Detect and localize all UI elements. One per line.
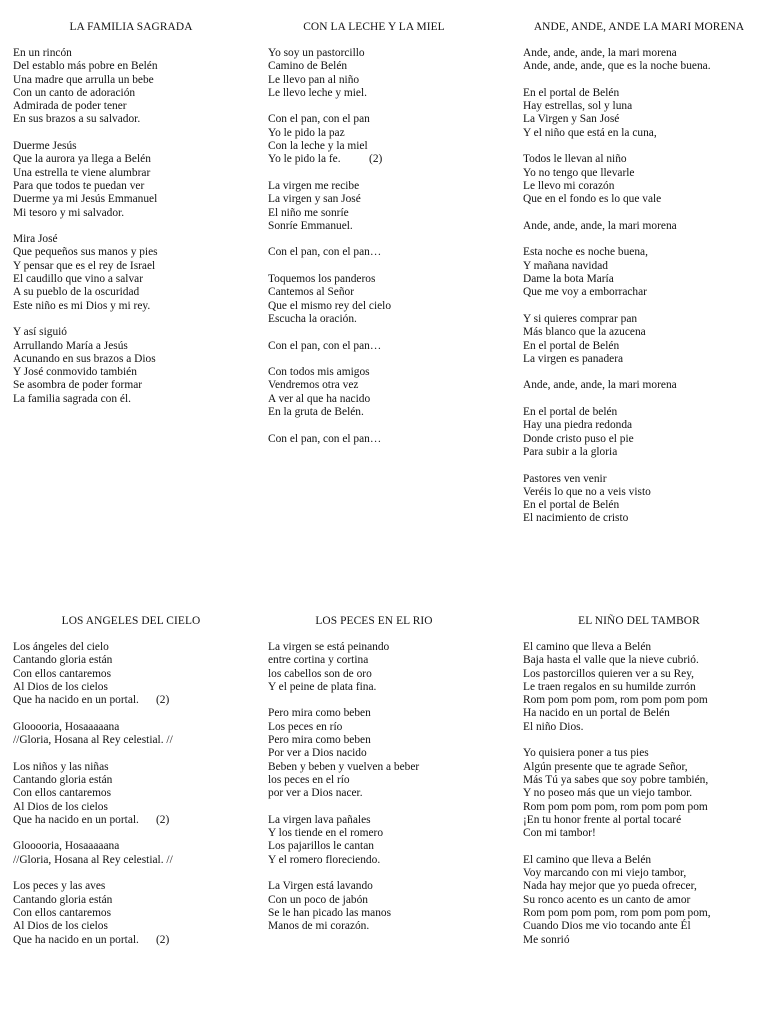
lyric-line: Le llevo mi corazón (523, 179, 615, 192)
lyric-line: //Gloria, Hosana al Rey celestial. // (13, 734, 173, 747)
lyric-line: Glooooria, Hosaaaaana (13, 840, 120, 853)
lyric-line: Y si quieres comprar pan (523, 312, 638, 325)
stanza (523, 220, 768, 233)
lyric-line: Con ellos cantaremos (13, 787, 112, 800)
lyric-line: A ver al que ha nacido (268, 392, 371, 405)
lyric-line: Manos de mi corazón. (268, 920, 370, 933)
lyric-line: Y mañana navidad (523, 259, 608, 272)
lyric-line: Los niños y las niñas (13, 760, 109, 773)
lyric-line: Cantemos al Señor (268, 286, 355, 299)
lyric-line: Cantando gloria están (13, 773, 113, 786)
lyric-line: Rom pom pom pom, rom pom pom pom (523, 694, 708, 707)
lyric-line: Que ha nacido en un portal. (2) (13, 933, 170, 946)
lyric-line: Duerme Jesús (13, 140, 77, 153)
stanza (268, 433, 518, 446)
stanza (523, 47, 768, 74)
lyric-line: En el portal de Belén (523, 339, 620, 352)
lyric-line: Todos le llevan al niño (523, 153, 627, 166)
lyric-line: Glooooria, Hosaaaaana (13, 720, 120, 733)
lyric-line: Del establo más pobre en Belén (13, 60, 158, 73)
lyric-line: Para subir a la gloria (523, 445, 618, 458)
lyric-line: Más Tú ya sabes que soy pobre también, (523, 773, 709, 786)
lyric-line: El niño Dios. (523, 720, 584, 733)
lyric-line: Mi tesoro y mi salvador. (13, 206, 125, 219)
lyric-line: El camino que lleva a Belén (523, 641, 652, 653)
stanza (268, 707, 518, 800)
lyric-line: Que ha nacido en un portal. (2) (13, 694, 170, 707)
lyric-line: Nada hay mejor que yo pueda ofrecer, (523, 880, 697, 893)
lyric-line: El camino que lleva a Belén (523, 853, 652, 866)
lyric-line: Con la leche y la miel (268, 140, 368, 153)
lyric-line: A su pueblo de la oscuridad (13, 286, 140, 299)
stanza (268, 113, 518, 166)
stanza (268, 814, 518, 867)
song-lyrics (268, 641, 518, 947)
lyric-line: Acunando en sus brazos a Dios (13, 352, 156, 365)
stanza (268, 366, 518, 419)
stanza (13, 761, 263, 827)
lyric-line: Con ellos cantaremos (13, 667, 112, 680)
stanza (268, 340, 518, 353)
lyric-line: Yo quisiera poner a tus pies (523, 747, 649, 760)
lyric-line: entre cortina y cortina (268, 654, 369, 667)
lyric-line: Para que todos te puedan ver (13, 179, 145, 192)
lyric-line: Yo no tengo que llevarle (523, 166, 635, 179)
lyric-line: Me sonrió (523, 933, 570, 946)
stanza (13, 326, 263, 406)
stanza (523, 473, 768, 526)
lyric-line: La virgen es panadera (523, 352, 624, 365)
lyric-line: El niño me sonríe (268, 206, 349, 219)
lyric-line: Ande, ande, ande, la mari morena (523, 379, 677, 392)
lyric-line: Con el pan, con el pan (268, 113, 370, 126)
lyric-line: La virgen y san José (268, 193, 361, 206)
lyric-line: Que el mismo rey del cielo (268, 299, 392, 312)
lyric-line: Que en el fondo es lo que vale (523, 193, 662, 206)
song-title: LA FAMILIA SAGRADA (69, 21, 193, 33)
lyric-line: Este niño es mi Dios y mi rey. (13, 299, 151, 312)
stanza (13, 840, 263, 867)
lyric-line: Los pastorcillos quieren ver a su Rey, (523, 667, 695, 680)
lyric-line: Y el romero floreciendo. (268, 853, 381, 866)
lyric-line: Su ronco acento es un canto de amor (523, 893, 691, 906)
song-lyrics (13, 641, 263, 960)
lyric-line: Ha nacido en un portal de Belén (523, 707, 670, 720)
stanza (523, 641, 768, 734)
lyric-line: La Virgen está lavando (268, 880, 373, 893)
lyric-line: Pastores ven venir (523, 472, 607, 485)
song-lyrics (268, 47, 518, 459)
lyric-line: //Gloria, Hosana al Rey celestial. // (13, 853, 173, 866)
lyric-line: En el portal de Belén (523, 86, 620, 99)
lyric-line: Le llevo pan al niño (268, 73, 360, 86)
lyric-line: Con ellos cantaremos (13, 906, 112, 919)
lyric-line: por ver a Dios nacer. (268, 787, 363, 800)
lyric-line: Que ha nacido en un portal. (2) (13, 813, 170, 826)
lyric-line: La familia sagrada con él. (13, 392, 131, 405)
lyric-line: Que me voy a emborrachar (523, 286, 647, 299)
lyric-line: Cuando Dios me vio tocando ante Él (523, 920, 691, 933)
stanza (523, 379, 768, 392)
stanza (268, 273, 518, 326)
lyric-line: Baja hasta el valle que la nieve cubrió. (523, 654, 699, 667)
lyric-line: Esta noche es noche buena, (523, 246, 648, 259)
lyric-line: Cantando gloria están (13, 893, 113, 906)
lyric-line: Y pensar que es el rey de Israel (13, 259, 156, 272)
lyric-line: Y así siguió (13, 326, 67, 339)
lyric-line: Con el pan, con el pan… (268, 246, 382, 259)
lyric-line: Voy marcando con mi viejo tambor, (523, 867, 687, 880)
lyric-line: Con el pan, con el pan… (268, 432, 382, 445)
lyric-line: Yo le pido la paz (268, 126, 345, 139)
lyric-line: Los peces en río (268, 720, 343, 733)
lyric-line: Yo soy un pastorcillo (268, 47, 365, 59)
lyric-line: Y no poseo más que un viejo tambor. (523, 787, 693, 800)
lyric-line: Le llevo leche y miel. (268, 86, 367, 99)
stanza (523, 153, 768, 206)
lyric-line: los peces en el río (268, 773, 350, 786)
lyric-line: Los ángeles del cielo (13, 641, 109, 653)
song-lyrics (523, 641, 768, 960)
lyric-line: Algún presente que te agrade Señor, (523, 760, 688, 773)
lyric-line: Una estrella te viene alumbrar (13, 166, 151, 179)
lyric-line: Pero mira como beben (268, 707, 371, 720)
stanza (523, 87, 768, 140)
lyric-line: Hay una piedra redonda (523, 419, 633, 432)
stanza (268, 880, 518, 933)
lyric-line: Admirada de poder tener (13, 100, 127, 113)
lyric-line: Y el peine de plata fina. (268, 680, 377, 693)
stanza (523, 747, 768, 840)
stanza (13, 233, 263, 313)
lyric-line: Cantando gloria están (13, 654, 113, 667)
song-title: ANDE, ANDE, ANDE LA MARI MORENA (533, 21, 745, 33)
lyric-line: Duerme ya mi Jesús Emmanuel (13, 193, 158, 206)
stanza (13, 47, 263, 127)
lyric-line: Donde cristo puso el pie (523, 432, 634, 445)
lyric-line: En el portal de Belén (523, 499, 620, 512)
lyric-line: Y el niño que está en la cuna, (523, 126, 657, 139)
lyric-line: Dame la bota María (523, 273, 614, 286)
lyric-line: Yo le pido la fe. (2) (268, 153, 383, 166)
stanza (268, 641, 518, 694)
stanza (268, 246, 518, 259)
lyric-line: La virgen lava pañales (268, 813, 371, 826)
lyric-line: Con mi tambor! (523, 827, 596, 840)
lyric-line: En el portal de belén (523, 406, 618, 419)
lyric-line: Una madre que arrulla un bebe (13, 73, 154, 86)
lyric-line: Mira José (13, 233, 58, 246)
lyric-line: Le traen regalos en su humilde zurrón (523, 680, 696, 693)
lyric-line: Con el pan, con el pan… (268, 339, 382, 352)
song-title: LOS ANGELES DEL CIELO (61, 615, 201, 627)
lyric-line: Y José conmovido también (13, 366, 137, 379)
lyric-line: El nacimiento de cristo (523, 512, 629, 525)
stanza (13, 140, 263, 220)
song-title: CON LA LECHE Y LA MIEL (303, 21, 445, 33)
lyric-line: Pero mira como beben (268, 734, 371, 747)
lyric-line: Hay estrellas, sol y luna (523, 100, 633, 113)
song-lyrics (13, 47, 263, 419)
lyric-line: Con un canto de adoración (13, 86, 136, 99)
lyric-line: Con todos mis amigos (268, 366, 370, 379)
lyric-line: Toquemos los panderos (268, 273, 376, 286)
stanza (13, 721, 263, 748)
lyric-line: Que pequeños sus manos y pies (13, 246, 158, 259)
lyric-line: Y los tiende en el romero (268, 827, 384, 840)
lyric-line: Arrullando María a Jesús (13, 339, 128, 352)
lyric-line: Al Dios de los cielos (13, 800, 108, 813)
lyric-line: Con un poco de jabón (268, 893, 368, 906)
lyric-line: Escucha la oración. (268, 312, 357, 325)
lyric-line: Los peces y las aves (13, 880, 106, 893)
lyric-line: los cabellos son de oro (268, 667, 372, 680)
lyric-line: Que la aurora ya llega a Belén (13, 153, 151, 166)
lyric-line: Rom pom pom pom, rom pom pom pom, (523, 906, 711, 919)
song-title: EL NIÑO DEL TAMBOR (578, 615, 700, 627)
lyric-line: Sonríe Emmanuel. (268, 219, 353, 232)
lyric-line: Más blanco que la azucena (523, 326, 646, 339)
lyric-line: En la gruta de Belén. (268, 406, 364, 419)
stanza (268, 180, 518, 233)
lyric-line: Al Dios de los cielos (13, 680, 108, 693)
lyric-line: En un rincón (13, 47, 72, 59)
lyric-line: Vendremos otra vez (268, 379, 359, 392)
lyric-line: Veréis lo que no a veis visto (523, 485, 651, 498)
stanza (13, 641, 263, 707)
lyric-line: Beben y beben y vuelven a beber (268, 760, 420, 773)
lyric-line: Ande, ande, ande, que es la noche buena. (523, 60, 711, 73)
lyric-line: ¡En tu honor frente al portal tocaré (523, 813, 682, 826)
lyric-line: Por ver a Dios nacido (268, 747, 367, 760)
stanza (268, 47, 518, 100)
stanza (13, 880, 263, 946)
lyric-line: Se asombra de poder formar (13, 379, 143, 392)
lyric-line: Los pajarillos le cantan (268, 840, 374, 853)
stanza (523, 854, 768, 947)
lyric-line: Ande, ande, ande, la mari morena (523, 219, 677, 232)
stanza (523, 313, 768, 366)
lyric-line: Al Dios de los cielos (13, 920, 108, 933)
stanza (523, 246, 768, 299)
lyric-line: En sus brazos a su salvador. (13, 113, 141, 126)
lyric-line: Rom pom pom pom, rom pom pom pom (523, 800, 708, 813)
lyric-line: La Virgen y San José (523, 113, 620, 126)
lyric-line: Ande, ande, ande, la mari morena (523, 47, 677, 59)
stanza (523, 406, 768, 459)
lyric-line: La virgen se está peinando (268, 641, 390, 653)
song-lyrics (523, 47, 768, 539)
song-title: LOS PECES EN EL RIO (315, 615, 433, 627)
lyric-line: Se le han picado las manos (268, 906, 392, 919)
lyric-line: El caudillo que vino a salvar (13, 273, 144, 286)
lyric-line: La virgen me recibe (268, 179, 360, 192)
lyric-line: Camino de Belén (268, 60, 348, 73)
